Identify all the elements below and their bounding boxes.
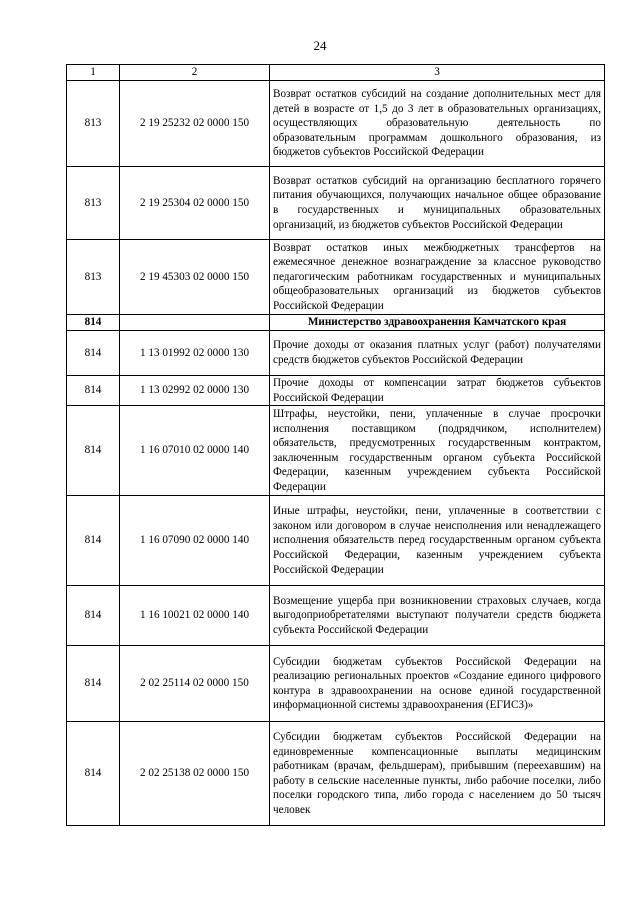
description-cell: Субсидии бюджетам субъектов Российской Федерации на реализацию региональных проектов «Создание единого цифрового контура в здравоохранении на основе единой государственной информационной системы здравоохранения (ЕГИСЗ)» (270, 646, 605, 722)
page-number: 24 (313, 38, 327, 53)
description-cell: Штрафы, неустойки, пени, уплаченные в случае просрочки исполнения поставщиком (подрядчиком, исполнителем) обязательств, предусмотренных государственным контрактом, заключенным государственным органом субъекта Российской Федерации, казенным учреждением субъекта Российской Федерации (270, 406, 605, 496)
description-cell: Возврат остатков иных межбюджетных трансфертов на ежемесячное денежное вознаграждение за классное руководство педагогическим работникам государственных и муниципальных общеобразовательных организаций из бюджетов субъектов Российской Федерации (270, 240, 605, 315)
table-row (67, 81, 605, 167)
description-cell: Возврат остатков субсидий на создание дополнительных мест для детей в возрасте от 1,5 до 3 лет в образовательных организациях, осуществляющих образовательную деятельность по образовательным программам дошкольного образования, из бюджетов субъектов Российской Федерации (270, 81, 605, 167)
admin-code-cell: 813 (67, 240, 120, 315)
table-header-row (67, 65, 605, 81)
admin-code-cell: 814 (67, 646, 120, 722)
budget-code-cell: 1 13 02992 02 0000 130 (120, 376, 270, 406)
admin-code-cell: 814 (67, 376, 120, 406)
budget-code-cell: 1 16 10021 02 0000 140 (120, 586, 270, 646)
table-row (67, 496, 605, 586)
table-row (67, 646, 605, 722)
budget-code-cell: 2 02 25138 02 0000 150 (120, 722, 270, 826)
table-row (67, 722, 605, 826)
admin-code-cell: 813 (67, 167, 120, 240)
admin-code-cell: 813 (67, 81, 120, 167)
header-col-1: 1 (67, 65, 120, 81)
admin-code-cell: 814 (67, 722, 120, 826)
table-row (67, 167, 605, 240)
budget-code-cell: 2 19 25304 02 0000 150 (120, 167, 270, 240)
description-cell: Субсидии бюджетам субъектов Российской Федерации на единовременные компенсационные выплаты медицинским работникам (врачам, фельдшерам), прибывшим (переехавшим) на работу в сельские населенные пункты, либо рабочие поселки, либо поселки городского типа, либо города с населением до 50 тысяч человек (270, 722, 605, 826)
ministry-title-cell: Министерство здравоохранения Камчатского края (270, 315, 605, 331)
table-row (67, 376, 605, 406)
budget-code-cell (120, 315, 270, 331)
description-cell: Возврат остатков субсидий на организацию бесплатного горячего питания обучающихся, получающих начальное общее образование в государственных и муниципальных образовательных организаций, из бюджетов субъектов Российской Федерации (270, 167, 605, 240)
section-header-row (67, 315, 605, 331)
admin-code-cell: 814 (67, 586, 120, 646)
description-cell: Возмещение ущерба при возникновении страховых случаев, когда выгодоприобретателями выступают получатели средств бюджета субъекта Российской Федерации (270, 586, 605, 646)
table-row (67, 406, 605, 496)
admin-code-cell: 814 (67, 406, 120, 496)
budget-code-cell: 1 13 01992 02 0000 130 (120, 331, 270, 376)
admin-code-cell: 814 (67, 315, 120, 331)
table-row (67, 586, 605, 646)
admin-code-cell: 814 (67, 331, 120, 376)
admin-code-cell: 814 (67, 496, 120, 586)
header-col-3: 3 (270, 65, 605, 81)
budget-code-cell: 2 19 25232 02 0000 150 (120, 81, 270, 167)
table-row (67, 331, 605, 376)
budget-code-cell: 2 19 45303 02 0000 150 (120, 240, 270, 315)
table-row (67, 240, 605, 315)
description-cell: Прочие доходы от компенсации затрат бюджетов субъектов Российской Федерации (270, 376, 605, 406)
header-col-2: 2 (120, 65, 270, 81)
budget-code-cell: 2 02 25114 02 0000 150 (120, 646, 270, 722)
description-cell: Прочие доходы от оказания платных услуг (работ) получателями средств бюджетов субъектов Российской Федерации (270, 331, 605, 376)
budget-classification-table (66, 64, 605, 826)
description-cell: Иные штрафы, неустойки, пени, уплаченные в соответствии с законом или договором в случае неисполнения или ненадлежащего исполнения обязательств перед государственным органом субъекта Российской Федерации, казенным учреждением субъекта Российской Федерации (270, 496, 605, 586)
budget-code-cell: 1 16 07010 02 0000 140 (120, 406, 270, 496)
budget-code-cell: 1 16 07090 02 0000 140 (120, 496, 270, 586)
